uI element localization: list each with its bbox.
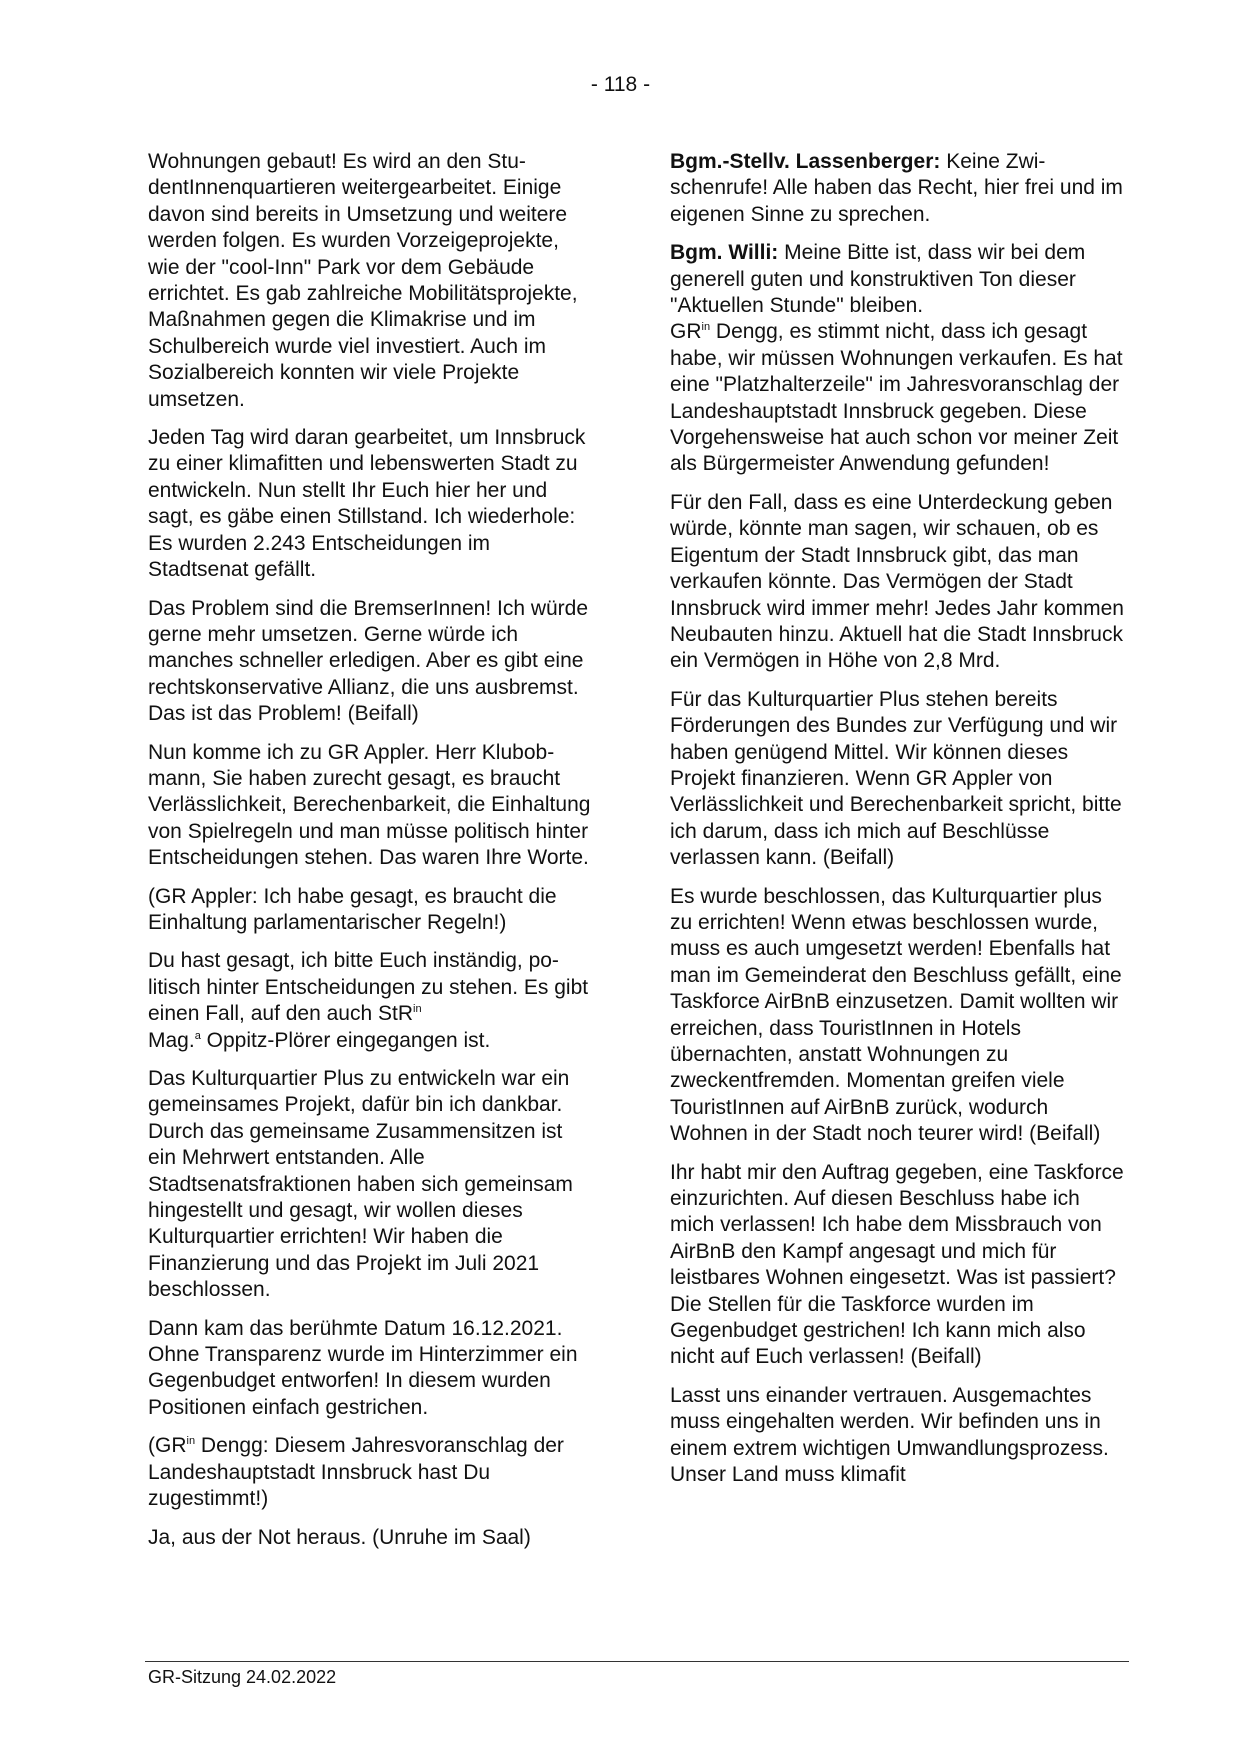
superscript: in (701, 321, 711, 334)
text-run: Keine Zwischenrufe! Alle haben das Recht, hier frei und im eigenen Sinne zu sprechen. (670, 150, 1123, 226)
footer-text: GR-Sitzung 24.02.2022 (148, 1667, 337, 1687)
paragraph (670, 240, 1125, 478)
text-run: (GR (148, 1434, 187, 1458)
paragraph: Lasst uns einander vertrauen. Ausgemachtes muss eingehalten werden. Wir befinden uns in einem extrem wichtigen Umwandlungsprozess. Unser Land muss klimafit (670, 1383, 1109, 1487)
paragraph: Ihr habt mir den Auftrag gegeben, eine Taskforce einzurichten. Auf diesen Beschluss habe ich mich verlassen! Ich habe dem Missbrauch von AirBnB den Kampf angesagt und mich für leistbares Wohnen eingesetzt. Was ist passiert? Die Stellen für die Taskforce wurden im Gegenbudget gestrichen! Ich kann mich also nicht auf Euch verlassen! (Beifall) (670, 1160, 1124, 1369)
text-run: Oppitz-Plörer eingegangen ist. (200, 1028, 491, 1052)
text-run: GR (670, 320, 702, 344)
paragraph: Für das Kulturquartier Plus stehen bereits Förderungen des Bundes zur Verfügung und wir haben genügend Mittel. Wir können dieses Projekt finanzieren. Wenn GR Appler von Verlässlichkeit und Berechenbarkeit spricht, bitte ich darum, dass ich mich auf Beschlüsse verlassen kann. (Beifall) (670, 687, 1122, 870)
superscript: a (194, 1029, 201, 1042)
superscript: in (413, 1003, 422, 1016)
footer-divider (145, 1661, 1129, 1662)
speaker-name: Bgm.-Stellv. Lassenberger: (670, 150, 941, 173)
text-run: Dengg: Diesem Jahresvoranschlag der Landeshauptstadt Innsbruck hast Du zugestimmt!) (148, 1434, 564, 1511)
paragraph: Ja, aus der Not heraus. (Unruhe im Saal) (148, 1525, 531, 1549)
paragraph: Dann kam das berühmte Datum 16.12.2021. Ohne Transparenz wurde im Hinterzimmer ein Gegenbudget entworfen! In diesem wurden Positionen einfach gestrichen. (148, 1316, 578, 1419)
paragraph: Es wurde beschlossen, das Kulturquartier plus zu errichten! Wenn etwas beschlossen wurde, muss es auch umgesetzt werden! Ebenfalls hat man im Gemeinderat den Beschluss gefällt, eine Taskforce AirBnB einzusetzen. Damit wollten wir erreichen, dass TouristInnen in Hotels übernachten, anstatt Wohnungen zu zweckentfremden. Momentan greifen viele TouristInnen auf AirBnB zurück, wodurch Wohnen in der Stadt noch teurer wird! (Beifall) (670, 884, 1122, 1146)
interjection (148, 1433, 596, 1512)
paragraph (148, 948, 596, 1054)
paragraph: Nun komme ich zu GR Appler. Herr Klubobmann, Sie haben zurecht gesagt, es braucht Verlässlichkeit, Berechenbarkeit, die Einhaltung von Spielregeln und man müsse politisch hinter Entscheidungen stehen. Das waren Ihre Worte. (148, 740, 591, 870)
superscript: in (186, 1435, 196, 1448)
paragraph: Wohnungen gebaut! Es wird an den StudentInnenquartieren weitergearbeitet. Einige davon sind bereits in Umsetzung und weitere werden folgen. Es wurden Vorzeigeprojekte, wie der "cool-Inn" Park vor dem Gebäude errichtet. Es gab zahlreiche Mobilitätsprojekte, Maßnahmen gegen die Klimakrise und im Schulbereich wurde viel investiert. Auch im Sozialbereich konnten wir viele Projekte umsetzen. (148, 150, 578, 411)
text-run: Dengg, es stimmt nicht, dass ich gesagt habe, wir müssen Wohnungen verkaufen. Es hat eine "Platzhalterzeile" im Jahresvoranschlag der Landeshauptstadt Innsbruck gegeben. Diese Vorgehensweise hat auch schon vor meiner Zeit als Bürgermeister Anwendung gefunden! (670, 320, 1123, 476)
paragraph (670, 149, 1125, 228)
right-column (670, 149, 1125, 1501)
paragraph: Für den Fall, dass es eine Unterdeckung geben würde, könnte man sagen, wir schauen, ob es Eigentum der Stadt Innsbruck gibt, das man verkaufen könnte. Das Vermögen der Stadt Innsbruck wird immer mehr! Jedes Jahr kommen Neubauten hinzu. Aktuell hat die Stadt Innsbruck ein Vermögen in Höhe von 2,8 Mrd. (670, 490, 1124, 673)
interjection: (GR Appler: Ich habe gesagt, es braucht die Einhaltung parlamentarischer Regeln!) (148, 884, 557, 934)
paragraph: Das Problem sind die BremserInnen! Ich würde gerne mehr umsetzen. Gerne würde ich manches schneller erledigen. Aber es gibt eine rechtskonservative Allianz, die uns ausbremst. Das ist das Problem! (Beifall) (148, 596, 589, 726)
paragraph: Jeden Tag wird daran gearbeitet, um Innsbruck zu einer klimafitten und lebenswerten Stadt zu entwickeln. Nun stellt Ihr Euch hier her und sagt, es gäbe einen Stillstand. Ich wiederhole: Es wurden 2.243 Entscheidungen im Stadtsenat gefällt. (148, 426, 586, 582)
text-run: Meine Bitte ist, dass wir bei dem generell guten und konstruktiven Ton dieser "Aktuellen Stunde" bleiben. (670, 241, 1086, 318)
paragraph: Das Kulturquartier Plus zu entwickeln war ein gemeinsames Projekt, dafür bin ich dankbar. Durch das gemeinsame Zusammensitzen ist ein Mehrwert entstanden. Alle Stadtsenatsfraktionen haben sich gemeinsam hingestellt und gesagt, wir wollen dieses Kulturquartier errichten! Wir haben die Finanzierung und das Projekt im Juli 2021 beschlossen. (148, 1067, 573, 1302)
text-run: Mag. (148, 1028, 195, 1052)
speaker-name: Bgm. Willi: (670, 241, 779, 265)
left-column (148, 149, 596, 1563)
text-run: Du hast gesagt, ich bitte Euch inständig, politisch hinter Entscheidungen zu stehen. Es gibt einen Fall, auf den auch StR (148, 949, 589, 1026)
page-number: - 118 - (590, 73, 651, 96)
